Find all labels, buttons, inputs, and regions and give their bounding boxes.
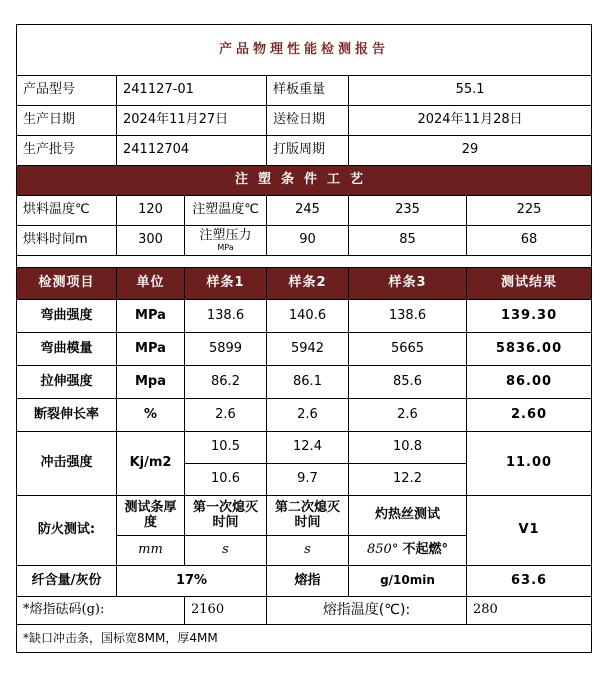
header-unit: 单位 — [117, 268, 185, 300]
fire-wire-cell — [349, 536, 467, 566]
melt-temp-value: 280 — [467, 597, 592, 625]
test-s1: 5899 — [185, 333, 267, 366]
weight-label: 样板重量 — [267, 76, 349, 106]
test-s3: 2.6 — [349, 399, 467, 432]
test-unit: Mpa — [117, 366, 185, 399]
table-row — [17, 399, 592, 432]
header-sample-3: 样条3 — [349, 268, 467, 300]
melt-unit: g/10min — [349, 566, 467, 597]
test-unit: % — [117, 399, 185, 432]
spacer-row — [17, 256, 592, 268]
cycle-value: 29 — [349, 136, 592, 166]
inject-temp-1: 245 — [267, 196, 349, 226]
impact-r2-s2: 9.7 — [267, 464, 349, 496]
header-item: 检测项目 — [17, 268, 117, 300]
test-s2: 5942 — [267, 333, 349, 366]
inject-temp-2: 235 — [349, 196, 467, 226]
impact-r1-s2: 12.4 — [267, 432, 349, 464]
impact-r1-s1: 10.5 — [185, 432, 267, 464]
inject-temp-3: 225 — [467, 196, 592, 226]
header-sample-1: 样条1 — [185, 268, 267, 300]
test-result: 86.00 — [467, 366, 592, 399]
prod-date-label: 生产日期 — [17, 106, 117, 136]
test-s3: 85.6 — [349, 366, 467, 399]
report-sheet — [16, 24, 591, 653]
fire-header-second: 第二次熄灭时间 — [267, 496, 349, 536]
fiber-label: 纤含量/灰份 — [17, 566, 117, 597]
test-result: 2.60 — [467, 399, 592, 432]
impact-item: 冲击强度 — [17, 432, 117, 496]
test-date-value: 2024年11月28日 — [349, 106, 592, 136]
dry-time-label: 烘料时间m — [17, 226, 117, 256]
test-s2: 86.1 — [267, 366, 349, 399]
melt-value: 63.6 — [467, 566, 592, 597]
impact-r1-s3: 10.8 — [349, 432, 467, 464]
inject-pressure-unit: MPa — [217, 242, 234, 252]
fire-result: V1 — [467, 496, 592, 566]
test-item: 拉伸强度 — [17, 366, 117, 399]
fire-second-unit: s — [267, 536, 349, 566]
test-unit: MPa — [117, 300, 185, 333]
model-label: 产品型号 — [17, 76, 117, 106]
test-result: 139.30 — [467, 300, 592, 333]
header-result: 测试结果 — [467, 268, 592, 300]
model-value: 241127-01 — [117, 76, 267, 106]
test-s1: 86.2 — [185, 366, 267, 399]
impact-r2-s1: 10.6 — [185, 464, 267, 496]
test-s2: 2.6 — [267, 399, 349, 432]
inject-pressure-label: 注塑压力 — [199, 228, 252, 244]
melt-weight-value: 2160 — [185, 597, 267, 625]
batch-label: 生产批号 — [17, 136, 117, 166]
fire-wire-result: 不起燃° — [402, 542, 448, 558]
batch-value: 24112704 — [117, 136, 267, 166]
fiber-value: 17% — [117, 566, 267, 597]
test-s3: 138.6 — [349, 300, 467, 333]
table-row — [17, 300, 592, 333]
test-item: 断裂伸长率 — [17, 399, 117, 432]
inject-pressure-3: 68 — [467, 226, 592, 256]
inject-pressure-1: 90 — [267, 226, 349, 256]
fire-wire-temp: 850° — [367, 542, 399, 558]
inject-pressure-2: 85 — [349, 226, 467, 256]
test-result: 5836.00 — [467, 333, 592, 366]
test-s1: 2.6 — [185, 399, 267, 432]
melt-label: 熔指 — [267, 566, 349, 597]
cycle-label: 打版周期 — [267, 136, 349, 166]
melt-weight-label: *熔指砝码(g): — [17, 597, 185, 625]
test-s1: 138.6 — [185, 300, 267, 333]
header-sample-2: 样条2 — [267, 268, 349, 300]
impact-result: 11.00 — [467, 432, 592, 496]
fire-header-first: 第一次熄灭时间 — [185, 496, 267, 536]
test-unit: MPa — [117, 333, 185, 366]
test-s2: 140.6 — [267, 300, 349, 333]
report-table — [16, 24, 592, 653]
impact-unit: Kj/m2 — [117, 432, 185, 496]
inject-temp-label: 注塑温度℃ — [185, 196, 267, 226]
test-s3: 5665 — [349, 333, 467, 366]
table-row — [17, 333, 592, 366]
fire-first-unit: s — [185, 536, 267, 566]
impact-r2-s3: 12.2 — [349, 464, 467, 496]
process-section-title: 注塑条件工艺 — [17, 166, 592, 196]
test-date-label: 送检日期 — [267, 106, 349, 136]
dry-temp-value: 120 — [117, 196, 185, 226]
dry-temp-label: 烘料温度℃ — [17, 196, 117, 226]
test-item: 弯曲强度 — [17, 300, 117, 333]
melt-temp-label: 熔指温度(℃): — [267, 597, 467, 625]
dry-time-value: 300 — [117, 226, 185, 256]
fire-thickness-unit: mm — [117, 536, 185, 566]
weight-value: 55.1 — [349, 76, 592, 106]
footnote: *缺口冲击条，国标宽8MM，厚4MM — [17, 625, 592, 653]
fire-header-thickness: 测试条厚度 — [117, 496, 185, 536]
fire-item: 防火测试: — [17, 496, 117, 566]
fire-header-wire: 灼热丝测试 — [349, 496, 467, 536]
prod-date-value: 2024年11月27日 — [117, 106, 267, 136]
inject-pressure-cell — [185, 226, 267, 256]
test-item: 弯曲模量 — [17, 333, 117, 366]
table-row — [17, 366, 592, 399]
report-title: 产品物理性能检测报告 — [17, 25, 592, 76]
